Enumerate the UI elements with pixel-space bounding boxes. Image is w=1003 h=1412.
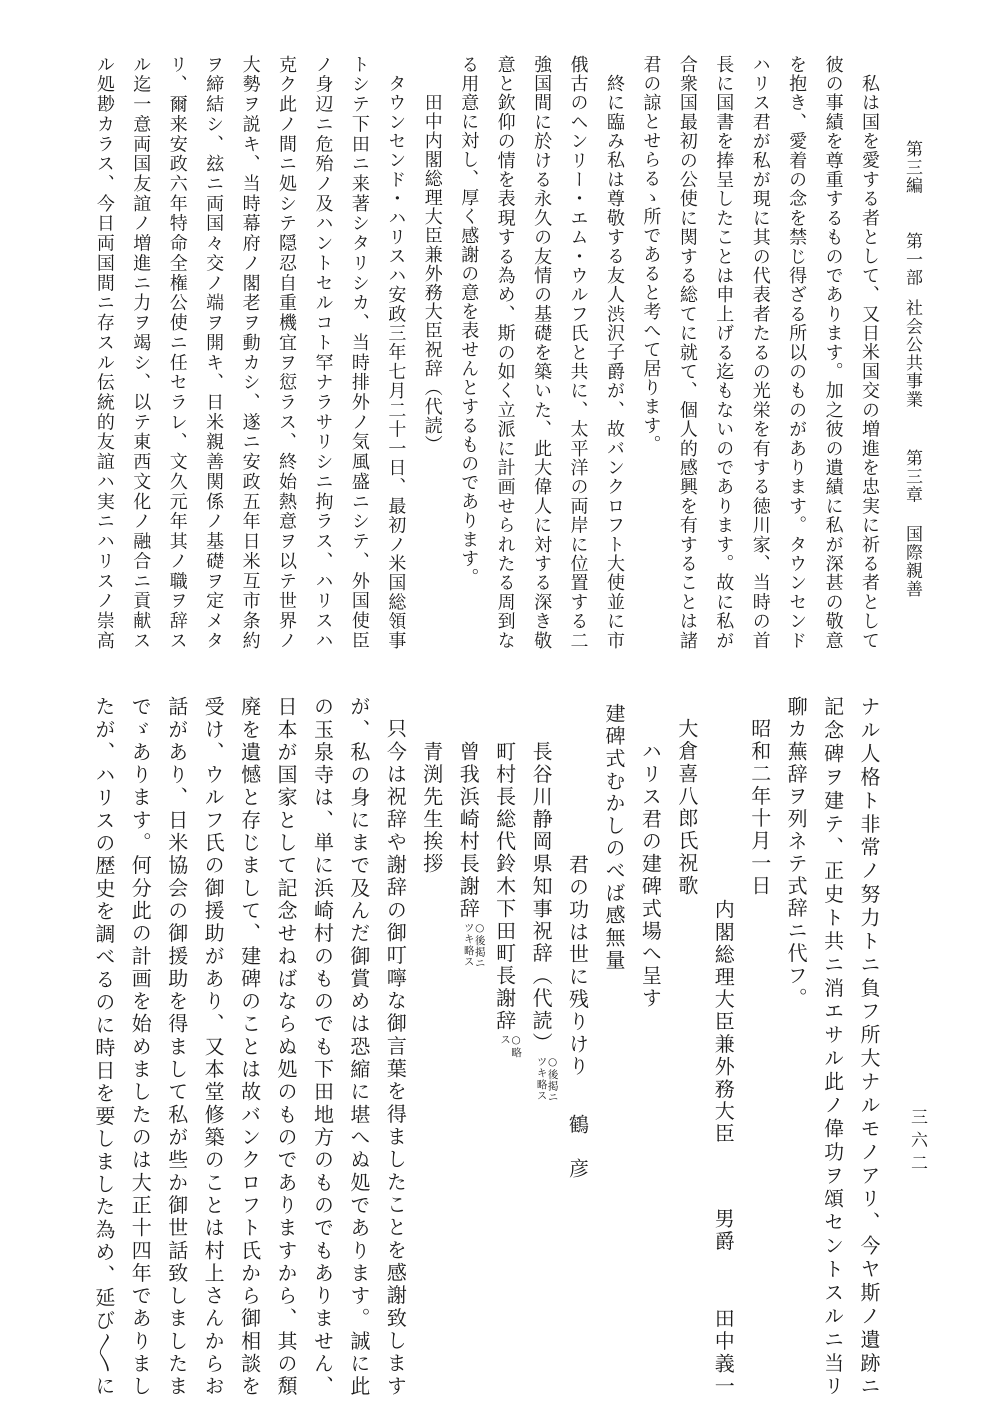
note-right: ○略 <box>510 1034 523 1059</box>
message-line: ヲ締結シ、玆ニ両国々交ノ端ヲ開キ、日米親善関係ノ基礎ヲ定メタ <box>203 55 225 650</box>
note-left: ス <box>499 1034 512 1046</box>
omitted-address <box>523 696 559 1398</box>
note-left: ツキ略ス <box>462 922 475 968</box>
signature-name: 田中義一 <box>711 1308 736 1398</box>
address-line: たが、ハリスの歴史を調べるのに時日を要しました為め、延び〳〵に <box>91 696 116 1398</box>
upper-tier <box>85 55 887 650</box>
message-title: 田中内閣総理大臣兼外務大臣祝辞（代読） <box>421 93 443 454</box>
closing-line: 俄古のヘンリー・エム・ウルフ氏と共に、太平洋の両岸に位置する二 <box>567 55 589 650</box>
warichu-note <box>499 1034 521 1058</box>
header-chapter: 第三章 <box>902 448 922 504</box>
poem-line: 建碑式むかしのべば感無量 <box>601 703 626 972</box>
message-line: ル処尠カラス、今日両国間ニ存スル伝統的友誼ハ実ニハリスノ崇高 <box>93 55 115 650</box>
address-line: が、私の身にまで及んだ御賞めは恐縮に堪へぬ処であります。誠に此 <box>346 696 371 1398</box>
header-category: 社会公共事業 <box>902 298 922 409</box>
speech-line: 長に国書を捧呈したことは申上げる迄もないのであります。故に私が <box>713 55 735 650</box>
message-line: 大勢ヲ説キ、当時幕府ノ閣老ヲ動カシ、遂ニ安政五年日米互市条約 <box>239 55 261 650</box>
omitted-address-title: 長谷川静岡県知事祝辞（代読） <box>529 740 554 1055</box>
poem-author: 鶴彦 <box>565 1114 590 1202</box>
speech-line: を抱き、愛着の念を禁じ得ざる所以のものがあります。タウンセンド <box>786 55 808 650</box>
message-line: 聊カ蕪辞ヲ列ネテ式辞ニ代フ。 <box>784 696 809 1010</box>
speech-line: ハリス君が私が現に其の代表者たるの光栄を有する徳川家、当時の首 <box>749 55 771 650</box>
running-header <box>901 140 923 610</box>
closing-line: 終に臨み私は尊敬する友人渋沢子爵が、故バンクロフト大使並に市 <box>603 74 625 650</box>
poem-line <box>559 696 595 1398</box>
speech-line: 合衆国最初の公使に関する総てに就て、個人的感興を有することは諸 <box>676 55 698 650</box>
closing-line: る用意に対し、厚く感謝の意を表せんとするものであります。 <box>458 55 480 587</box>
message-date: 昭和二年十月一日 <box>747 718 772 898</box>
omitted-address-title: 曾我浜崎村長謝辞 <box>456 740 481 920</box>
header-part: 第一部 <box>902 231 922 287</box>
message-signature <box>705 696 741 1398</box>
address-line: の玉泉寺は、単に浜崎村のものでも下田地方のものでもありません、 <box>310 696 335 1398</box>
signature-title: 内閣総理大臣兼外務大臣 <box>711 899 736 1146</box>
omitted-address <box>486 696 522 1398</box>
signature-rank: 男爵 <box>711 1207 736 1253</box>
message-line: トシテ下田ニ来著シタリシカ、当時排外ノ気風盛ニシテ、外国使臣 <box>348 55 370 650</box>
address-title: 青渕先生挨拶 <box>419 740 444 876</box>
page-number: 三六二 <box>907 1108 927 1177</box>
omitted-address <box>450 696 486 1398</box>
closing-line: 強国間に於ける永久の友情の基礎を築いた、此大偉人に対する深き敬 <box>531 55 553 650</box>
poem-line-text: 君の功は世に残りけり <box>565 854 590 1078</box>
address-line: 只今は祝辞や謝辞の御叮嚀な御言葉を得ましたことを感謝致します <box>383 718 408 1398</box>
speech-line: 彼の事績を尊重するものであります。加之彼の遺績に私が深甚の敬意 <box>822 55 844 650</box>
address-line: でゞあります。何分此の計画を始めましたのは大正十四年でありまし <box>128 696 153 1398</box>
address-line: 廃を遺憾と存じまして、建碑のことは故バンクロフト氏から御相談を <box>237 696 262 1398</box>
note-right: ○後掲ニ <box>473 922 486 969</box>
message-line: 記念碑ヲ建テ、正史ト共ニ消エサル此ノ偉功ヲ頌セントスルニ当リ <box>820 696 845 1398</box>
header-chapter-title: 国際親善 <box>902 524 922 598</box>
poem-dedication: ハリス君の建碑式場へ呈す <box>638 740 663 1010</box>
lower-tier <box>85 696 887 1398</box>
poem-heading: 大倉喜八郎氏祝歌 <box>674 718 699 898</box>
note-left: ツキ略ス <box>535 1056 548 1102</box>
message-line: リ、爾来安政六年特命全権公使ニ任セラレ、文久元年其ノ職ヲ辞ス <box>166 55 188 650</box>
header-section: 第三編 <box>902 140 922 195</box>
message-line: ノ身辺ニ危殆ノ及ハントセルコト罕ナラサリシニ拘ラス、ハリスハ <box>312 55 334 650</box>
address-line: 受け、ウルフ氏の御援助があり、又本堂修築のことは村上さんからお <box>201 696 226 1398</box>
message-line: タウンセンド・ハリスハ安政三年七月二十一日、最初ノ米国総領事 <box>385 74 407 650</box>
omitted-address-title: 町村長総代鈴木下田町長謝辞 <box>492 740 517 1032</box>
address-line: 日本が国家として記念せねばならぬ処のものでありますから、其の頽 <box>274 696 298 1398</box>
address-line: 話があり、日米協会の御援助を得まして私が些か御世話致しましたま <box>164 696 189 1398</box>
speech-line: 私は国を愛する者として、又日米国交の増進を忠実に祈る者として <box>859 74 880 650</box>
message-line: 克ク此ノ間ニ処シテ隠忍自重機宜ヲ愆ラス、終始熱意ヲ以テ世界ノ <box>276 55 297 650</box>
warichu-note <box>463 922 485 969</box>
message-line: ル迄一意両国友誼ノ増進ニ力ヲ竭シ、以テ東西文化ノ融合ニ貢献ス <box>130 55 152 650</box>
warichu-note <box>536 1056 558 1103</box>
speech-line: 君の諒とせらるゝ所であると考へて居ります。 <box>640 55 662 454</box>
message-line: ナル人格ト非常ノ努力トニ負フ所大ナルモノアリ、今ヤ斯ノ遺跡ニ <box>857 696 881 1398</box>
closing-line: 意と欽仰の情を表現する為め、斯の如く立派に計画せられたる周到な <box>494 55 516 650</box>
note-right: ○後掲ニ <box>546 1056 559 1104</box>
